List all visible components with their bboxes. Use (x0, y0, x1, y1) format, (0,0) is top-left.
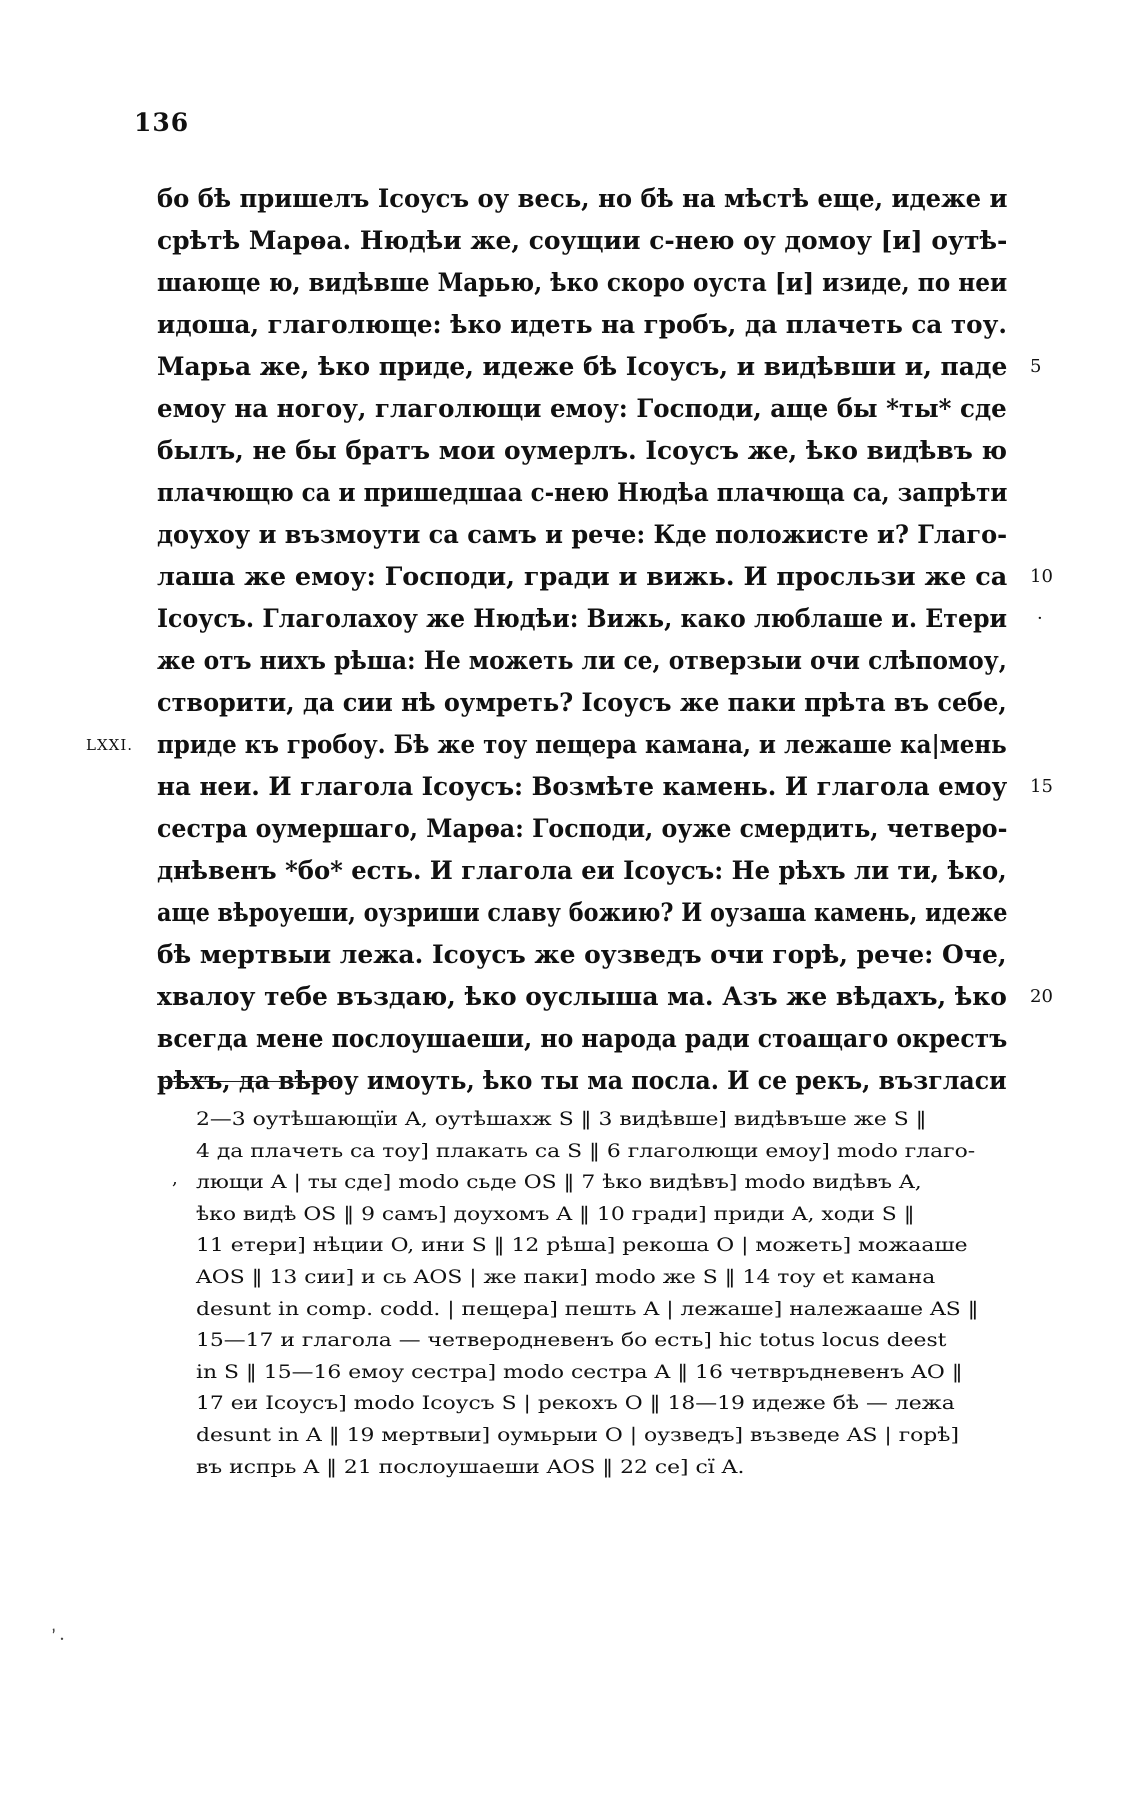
text-line (157, 892, 1007, 934)
text-line-content: всегда мене послоушаеши, но народа ради стоащаго окрестъ (157, 1024, 1008, 1053)
footnote-line (172, 1167, 1026, 1199)
text-line (86, 724, 1007, 766)
footnote-line-content: въ испрь A ‖ 21 послоушаеши AOS ‖ 22 се] сї A. (196, 1455, 745, 1478)
text-line-content: днѣвенъ *бо* есть. И глагола еи Ісоусъ: Не рѣхъ ли ти, ѣко, (157, 856, 1007, 885)
text-line-content: идоша, глаголюще: ѣко идеть на гробъ, да плачеть са тоу. (157, 310, 1007, 339)
footnote-line-content: 4 да плачеть са тоу] плакать са S ‖ 6 глаголющи емоу] modo глаго- (196, 1139, 976, 1162)
text-line (157, 766, 1053, 808)
footnote-line (196, 1294, 1026, 1326)
text-line (157, 934, 1007, 976)
critical-apparatus (172, 1104, 1026, 1483)
footnote-line (196, 1388, 1026, 1420)
text-line-content: створити, да сии нѣ оумреть? Ісоусъ же паки прѣта въ себе, (157, 688, 1007, 717)
text-line-content: приде къ гробоу. Бѣ же тоу пещера камана, и лежаше ка|мень (157, 730, 1007, 759)
text-line-content: Марьа же, ѣко приде, идеже бѣ Ісоусъ, и видѣвши и, паде (157, 352, 1008, 381)
text-line (157, 976, 1053, 1018)
text-line-content: былъ, не бы братъ мои оумерлъ. Ісоусъ же, ѣко видѣвъ ю (157, 436, 1007, 465)
text-line-content: бо бѣ пришелъ Ісоусъ оу весь, но бѣ на мѣстѣ еще, идеже и (157, 184, 1008, 213)
text-line (157, 1018, 1007, 1060)
line-number: 5 (1030, 356, 1042, 377)
footnote-separator (161, 1081, 337, 1082)
text-line-content: сестра оумершаго, Марѳа: Господи, оуже смердить, четверо- (157, 814, 1008, 843)
footnote-line (196, 1136, 1026, 1168)
text-line-content: шающе ю, видѣвше Марью, ѣко скоро оуста [и] изиде, по неи (157, 268, 1008, 297)
footnote-margin-mark: , (172, 1168, 178, 1190)
footnote-line-content: 17 еи Ісоусъ] modo Ісоусъ S | рекохъ O ‖ 18—19 идеже бѣ — лежа (196, 1392, 955, 1415)
footnote-line (196, 1104, 1026, 1136)
footnote-line-content: 2—3 оутѣшающїи A, оутѣшахж S ‖ 3 видѣвше] видѣвъше же S ‖ (196, 1108, 927, 1130)
text-line (157, 472, 1007, 514)
text-line (157, 808, 1007, 850)
text-line (157, 304, 1007, 346)
margin-speck: ʼ. (48, 1623, 67, 1648)
text-line (157, 514, 1007, 556)
text-line-content: бѣ мертвыи лежа. Ісоусъ же оузведъ очи горѣ, рече: Оче, (157, 940, 1007, 969)
text-line-content: же отъ нихъ рѣша: Не можеть ли се, отверзыи очи слѣпомоу, (157, 646, 1007, 675)
text-line (157, 850, 1007, 892)
text-line (157, 430, 1007, 472)
text-line-content: доухоу и възмоути са самъ и рече: Кде положисте и? Глаго- (157, 520, 1008, 549)
footnote-line-content: ѣко видѣ OS ‖ 9 самъ] доухомъ A ‖ 10 гради] приди A, ходи S ‖ (196, 1202, 915, 1225)
text-line-content: срѣтѣ Марѳа. Нюдѣи же, соущии с-нею оу домоу [и] оутѣ- (157, 226, 1008, 255)
footnote-line-content: 15—17 и глагола — четверодневенъ бо есть] hic totus locus deest (196, 1329, 947, 1352)
footnote-line (196, 1452, 1026, 1484)
text-line (157, 262, 1007, 304)
main-text (86, 178, 1053, 1102)
text-line-content: плачющю са и пришедшаа с-нею Нюдѣа плачюща са, запрѣти (157, 478, 1008, 507)
section-marker: LXXI. (86, 736, 134, 754)
footnote-line (196, 1262, 1026, 1294)
footnote-line-content: AOS ‖ 13 сии] и сь AOS | же паки] modo же S ‖ 14 тоу et камана (196, 1265, 936, 1288)
text-line-content: Ісоусъ. Глаголахоу же Нюдѣи: Вижь, како люблаше и. Етери (157, 604, 1008, 633)
text-line-content: аще вѣроуеши, оузриши славу божию? И оузаша камень, идеже (157, 898, 1008, 927)
text-line (157, 178, 1007, 220)
text-line-content: рѣхъ, да вѣроу имоуть, ѣко ты ма посла. И се рекъ, възгласи (157, 1066, 1007, 1095)
text-line (157, 598, 1043, 640)
footnote-line (196, 1230, 1026, 1262)
page-number: 136 (134, 108, 190, 137)
text-line (157, 220, 1007, 262)
footnote-line-content: 11 етери] нѣции O, ини S ‖ 12 рѣша] рекоша O | можеть] можааше (196, 1234, 968, 1257)
text-line-content: на неи. И глагола Ісоусъ: Возмѣте камень. И глагола емоу (157, 772, 1008, 801)
line-number: 15 (1030, 776, 1053, 797)
text-line (157, 388, 1007, 430)
text-line (157, 556, 1053, 598)
line-number: 20 (1030, 986, 1053, 1007)
footnote-line-content: in S ‖ 15—16 емоу сестра] modo сестра A ‖ 16 четвръдневенъ AO ‖ (196, 1360, 963, 1383)
line-number: · (1037, 608, 1043, 629)
text-line-content: лаша же емоу: Господи, гради и вижь. И просльзи же са (157, 562, 1008, 591)
text-line-content: хвалоу тебе въздаю, ѣко оуслыша ма. Азъ же вѣдахъ, ѣко (157, 982, 1007, 1011)
footnote-line (196, 1420, 1026, 1452)
text-line (157, 682, 1007, 724)
footnote-line-content: desunt in A ‖ 19 мертвыи] оумьрыи O | оузведъ] възведе AS | горѣ] (196, 1423, 960, 1446)
footnote-line (196, 1357, 1026, 1389)
footnote-line-content: desunt in comp. codd. | пещера] пешть A | лежаше] належааше AS ‖ (196, 1297, 979, 1320)
footnote-line (196, 1325, 1026, 1357)
text-line (157, 346, 1042, 388)
footnote-line-content: лющи A | ты сде] modo сьде OS ‖ 7 ѣко видѣвъ] modo видѣвъ A, (196, 1171, 922, 1194)
text-line-content: емоу на ногоу, глаголющи емоу: Господи, аще бы *ты* сде (157, 394, 1007, 423)
footnote-line (196, 1199, 1026, 1231)
text-line (157, 640, 1007, 682)
line-number: 10 (1030, 566, 1053, 587)
